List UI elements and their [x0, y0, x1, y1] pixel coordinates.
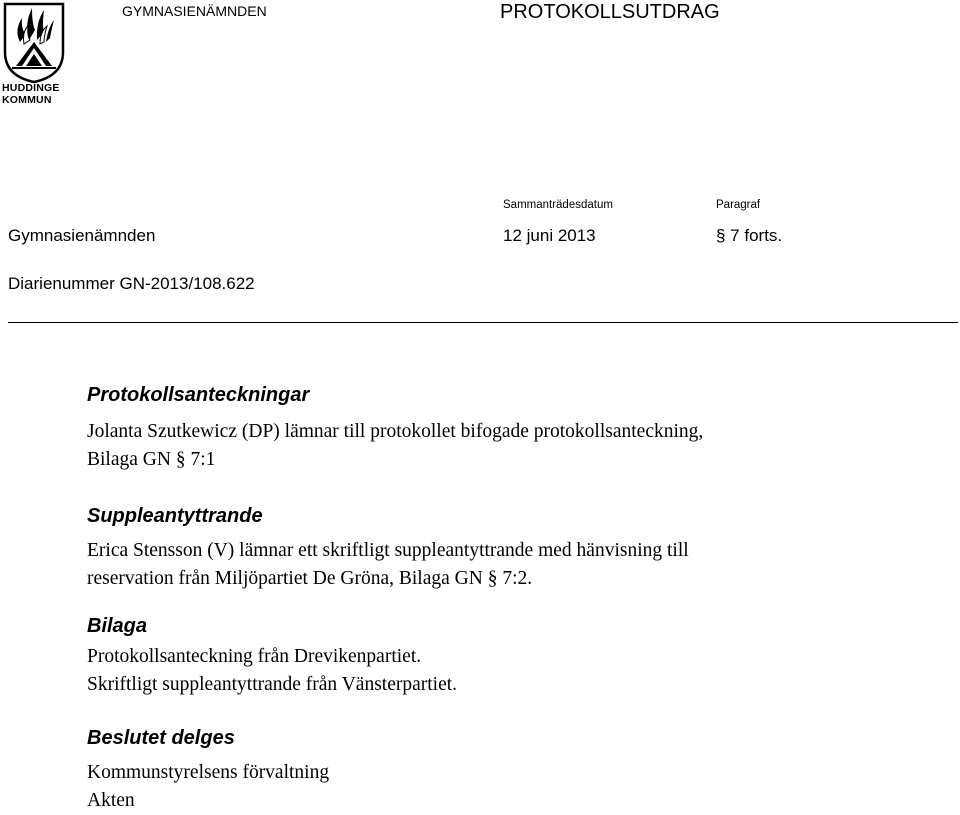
- divider: [8, 322, 958, 323]
- body-line: Erica Stensson (V) lämnar ett skriftligt suppleantyttrande med hänvisning till: [87, 540, 689, 561]
- section-body: [87, 643, 457, 699]
- body-line: Bilaga GN § 7:1: [87, 449, 216, 470]
- section-body: [87, 537, 689, 593]
- body-line: Kommunstyrelsens förvaltning: [87, 762, 330, 783]
- section-body: [87, 418, 703, 474]
- section-heading: Protokollsanteckningar: [87, 384, 310, 406]
- body-line: Skriftligt suppleantyttrande från Vänsterpartiet.: [87, 674, 458, 695]
- body-line: Akten: [87, 790, 135, 811]
- section-heading: Suppleantyttrande: [87, 505, 263, 527]
- body-line: Jolanta Szutkewicz (DP) lämnar till protokollet bifogade protokollsanteckning,: [87, 421, 704, 442]
- organization-name: GYMNASIENÄMNDEN: [122, 3, 267, 19]
- paragraph-number: § 7 forts.: [716, 226, 783, 245]
- paragraph-label: Paragraf: [716, 199, 761, 211]
- section-heading: Beslutet delges: [87, 727, 235, 749]
- logo-text-line: KOMMUN: [2, 94, 52, 106]
- diary-number: Diarienummer GN-2013/108.622: [8, 274, 255, 293]
- body-line: Protokollsanteckning från Drevikenpartiet.: [87, 646, 422, 667]
- meeting-date: 12 juni 2013: [503, 226, 596, 245]
- date-label: Sammanträdesdatum: [503, 199, 613, 211]
- document-type: PROTOKOLLSUTDRAG: [500, 1, 720, 23]
- huddinge-kommun-logo: [2, 2, 66, 107]
- body-line: reservation från Miljöpartiet De Gröna, Bilaga GN § 7:2.: [87, 568, 533, 589]
- coat-of-arms-icon: [2, 2, 66, 84]
- body-name: Gymnasienämnden: [8, 226, 156, 245]
- section-heading: Bilaga: [87, 615, 148, 637]
- logo-text-line: HUDDINGE: [2, 82, 60, 94]
